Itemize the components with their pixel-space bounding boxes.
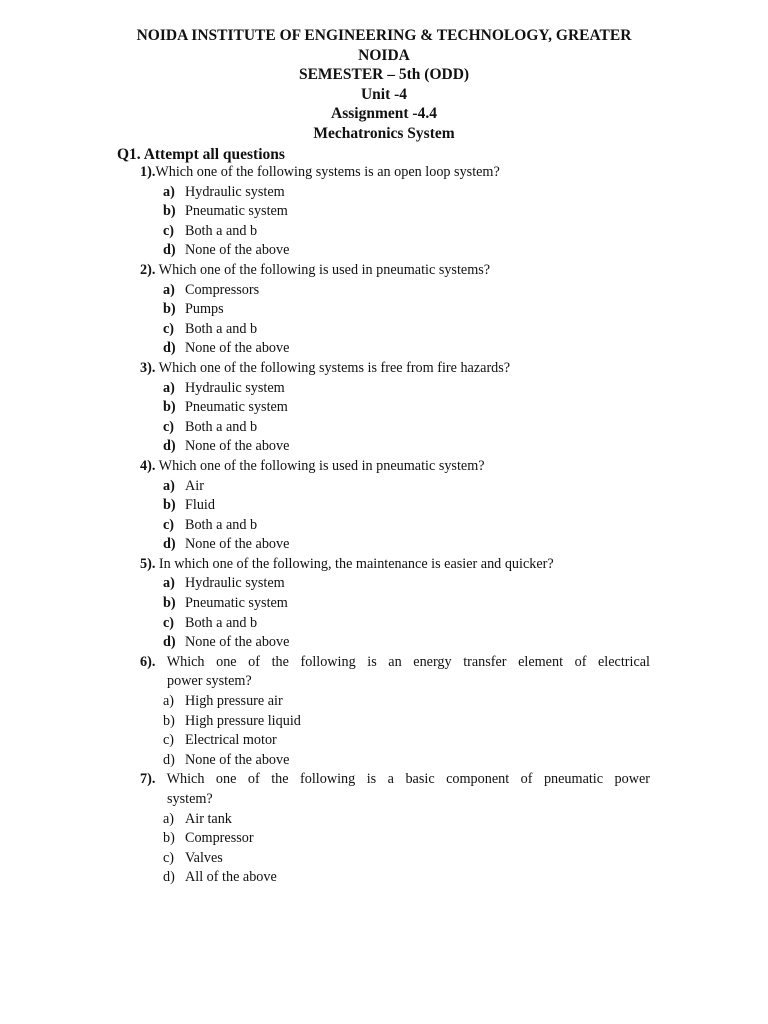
option-6d [163,751,768,771]
option-1c [163,222,768,242]
option-text: Electrical motor [185,732,277,749]
option-7a [163,810,768,830]
option-letter: c) [163,418,175,435]
option-text: None of the above [185,242,290,259]
question-5 [140,555,650,575]
question-text: Which one of the following is a basic component of pneumatic power [166,771,650,788]
assignment-label: Assignment -4.4 [331,105,437,123]
option-2c [163,320,768,340]
option-letter: d) [163,751,175,768]
option-letter: d) [163,634,176,651]
option-text: None of the above [185,634,290,651]
question-text: Which one of the following is used in pneumatic system? [158,457,485,474]
option-letter: c) [163,516,175,533]
option-5b [163,594,768,614]
option-letter: d) [163,438,176,455]
option-letter: a) [163,183,175,200]
option-6a [163,692,768,712]
option-4c [163,516,768,536]
subject-title: Mechatronics System [313,124,455,142]
institute-name-line2: NOIDA [358,46,410,64]
option-text: Both a and b [185,320,258,337]
option-text: Pneumatic system [185,595,288,612]
option-text: Both a and b [185,418,258,435]
option-4b [163,496,768,516]
option-2d [163,339,768,359]
option-letter: d) [163,536,176,553]
option-letter: d) [163,242,176,259]
option-text: Compressors [185,281,260,298]
option-letter: b) [163,497,176,514]
option-letter: b) [163,301,176,318]
unit-label: Unit -4 [360,85,408,103]
option-4a [163,477,768,497]
option-letter: b) [163,203,176,220]
option-letter: b) [163,595,176,612]
question-text: In which one of the following, the maintenance is easier and quicker? [158,555,554,572]
question-text: Which one of the following systems is free from fire hazards? [158,359,511,376]
option-7c [163,849,768,869]
option-3a [163,379,768,399]
option-3d [163,437,768,457]
option-letter: d) [163,340,176,357]
option-letter: b) [163,830,175,847]
question-number: 2). [140,261,156,278]
question-7 [140,770,650,809]
option-5c [163,614,768,634]
option-letter: c) [163,320,175,337]
option-3c [163,418,768,438]
option-text: Both a and b [185,516,258,533]
option-text: Both a and b [185,222,258,239]
option-1d [163,241,768,261]
option-5a [163,574,768,594]
option-2b [163,300,768,320]
question-3 [140,359,650,379]
option-4d [163,535,768,555]
semester-label: SEMESTER – 5th (ODD) [298,66,470,84]
question-1 [140,163,650,183]
option-text: Pneumatic system [185,399,288,416]
option-1b [163,202,768,222]
option-2a [163,281,768,301]
question-list [0,163,768,888]
option-text: None of the above [185,340,290,357]
option-1a [163,183,768,203]
option-text: All of the above [185,869,277,886]
question-number: 6). [140,653,156,670]
option-letter: a) [163,477,175,494]
question-number: 1). [140,164,156,180]
question-text: Which one of the following is used in pneumatic systems? [158,261,491,278]
option-text: Air [185,477,204,494]
option-text: High pressure air [185,693,283,710]
option-text: Pumps [185,301,224,318]
option-text: Valves [185,849,223,866]
option-text: None of the above [185,536,290,553]
institute-name-line1: NOIDA INSTITUTE OF ENGINEERING & TECHNOLOGY, GREATER [136,27,632,44]
option-letter: c) [163,732,175,749]
option-letter: c) [163,849,175,866]
question-6 [140,653,650,692]
option-letter: a) [163,379,175,396]
option-5d [163,633,768,653]
document-header [0,26,768,144]
option-3b [163,398,768,418]
option-text: Hydraulic system [185,379,285,396]
option-letter: d) [163,869,175,886]
question-text: Which one of the following is an energy transfer element of electrical [166,653,650,670]
option-text: Hydraulic system [185,575,285,592]
section-heading: Q1. Attempt all questions [117,146,285,163]
question-number: 3). [140,359,156,376]
question-text: Which one of the following systems is an open loop system? [155,164,500,180]
question-text-continued: system? [167,791,213,807]
option-text: None of the above [185,438,290,455]
option-letter: b) [163,399,176,416]
option-letter: a) [163,810,175,827]
option-7b [163,829,768,849]
question-2 [140,261,650,281]
question-number: 5). [140,555,156,572]
option-text: Compressor [185,830,254,847]
option-text: Fluid [185,497,215,514]
option-letter: a) [163,693,175,710]
option-text: None of the above [185,751,290,768]
option-text: Hydraulic system [185,183,285,200]
question-number: 7). [140,771,156,788]
option-6b [163,712,768,732]
option-letter: a) [163,575,175,592]
question-4 [140,457,650,477]
question-number: 4). [140,457,156,474]
option-letter: c) [163,614,175,631]
option-text: Both a and b [185,614,258,631]
option-letter: a) [163,281,175,298]
option-text: Pneumatic system [185,203,288,220]
option-text: Air tank [185,810,232,827]
option-7d [163,868,768,888]
question-text-continued: power system? [167,673,252,690]
option-text: High pressure liquid [185,712,301,729]
option-6c [163,731,768,751]
option-letter: c) [163,222,175,239]
option-letter: b) [163,712,175,729]
